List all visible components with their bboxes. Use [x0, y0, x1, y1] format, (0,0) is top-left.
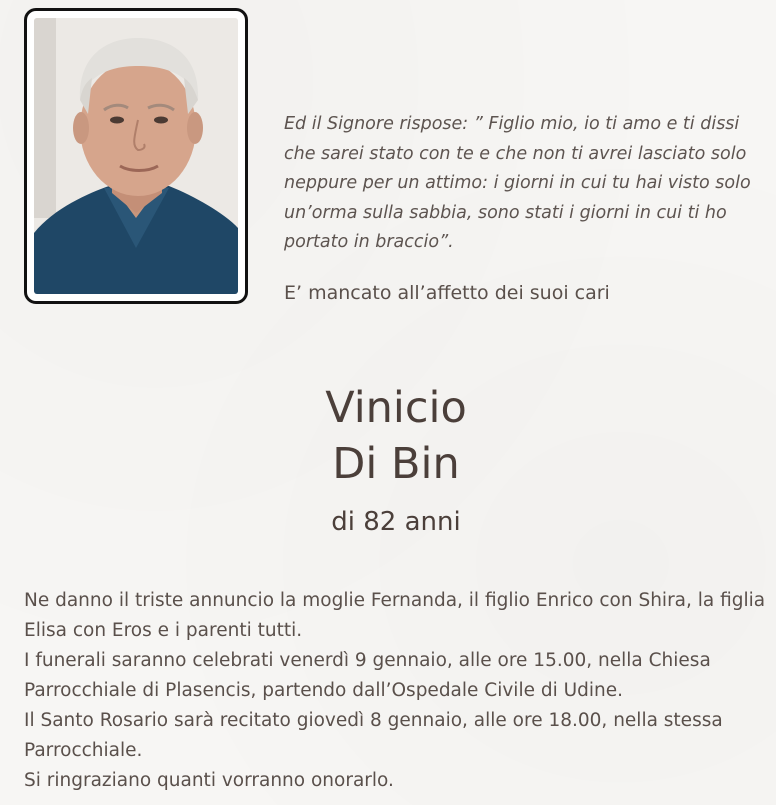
intro-text: E’ mancato all’affetto dei suoi cari	[284, 282, 610, 304]
portrait-photo	[34, 18, 238, 294]
deceased-name-block	[0, 380, 776, 542]
announcement-line: Il Santo Rosario sarà recitato giovedì 8 gennaio, alle ore 18.00, nella stessa Parrocchiale.	[24, 710, 723, 761]
last-name: Di Bin	[332, 439, 460, 489]
age-label: di 82 anni	[331, 507, 461, 537]
announcement-line: Si ringraziano quanti vorranno onorarlo.	[24, 770, 394, 791]
announcement-line: Ne danno il triste annuncio la moglie Fernanda, il figlio Enrico con Shira, la figlia Elisa con Eros e i parenti tutti.	[24, 590, 766, 641]
portrait-frame	[24, 8, 248, 304]
announcement-text	[24, 586, 772, 796]
quote-text: Ed il Signore rispose: ” Figlio mio, io ti amo e ti dissi che sarei stato con te e che non ti avrei lasciato solo neppure per un attimo: i giorni in cui tu hai visto solo un’orma sulla sabbia, sono stati i giorni in cui ti ho portato in braccio”.	[284, 114, 751, 252]
announcement-line: I funerali saranno celebrati venerdì 9 gennaio, alle ore 15.00, nella Chiesa Parrocchiale di Plasencis, partendo dall’Ospedale Civile di Udine.	[24, 650, 711, 701]
first-name: Vinicio	[325, 383, 467, 433]
portrait-image	[34, 18, 238, 294]
